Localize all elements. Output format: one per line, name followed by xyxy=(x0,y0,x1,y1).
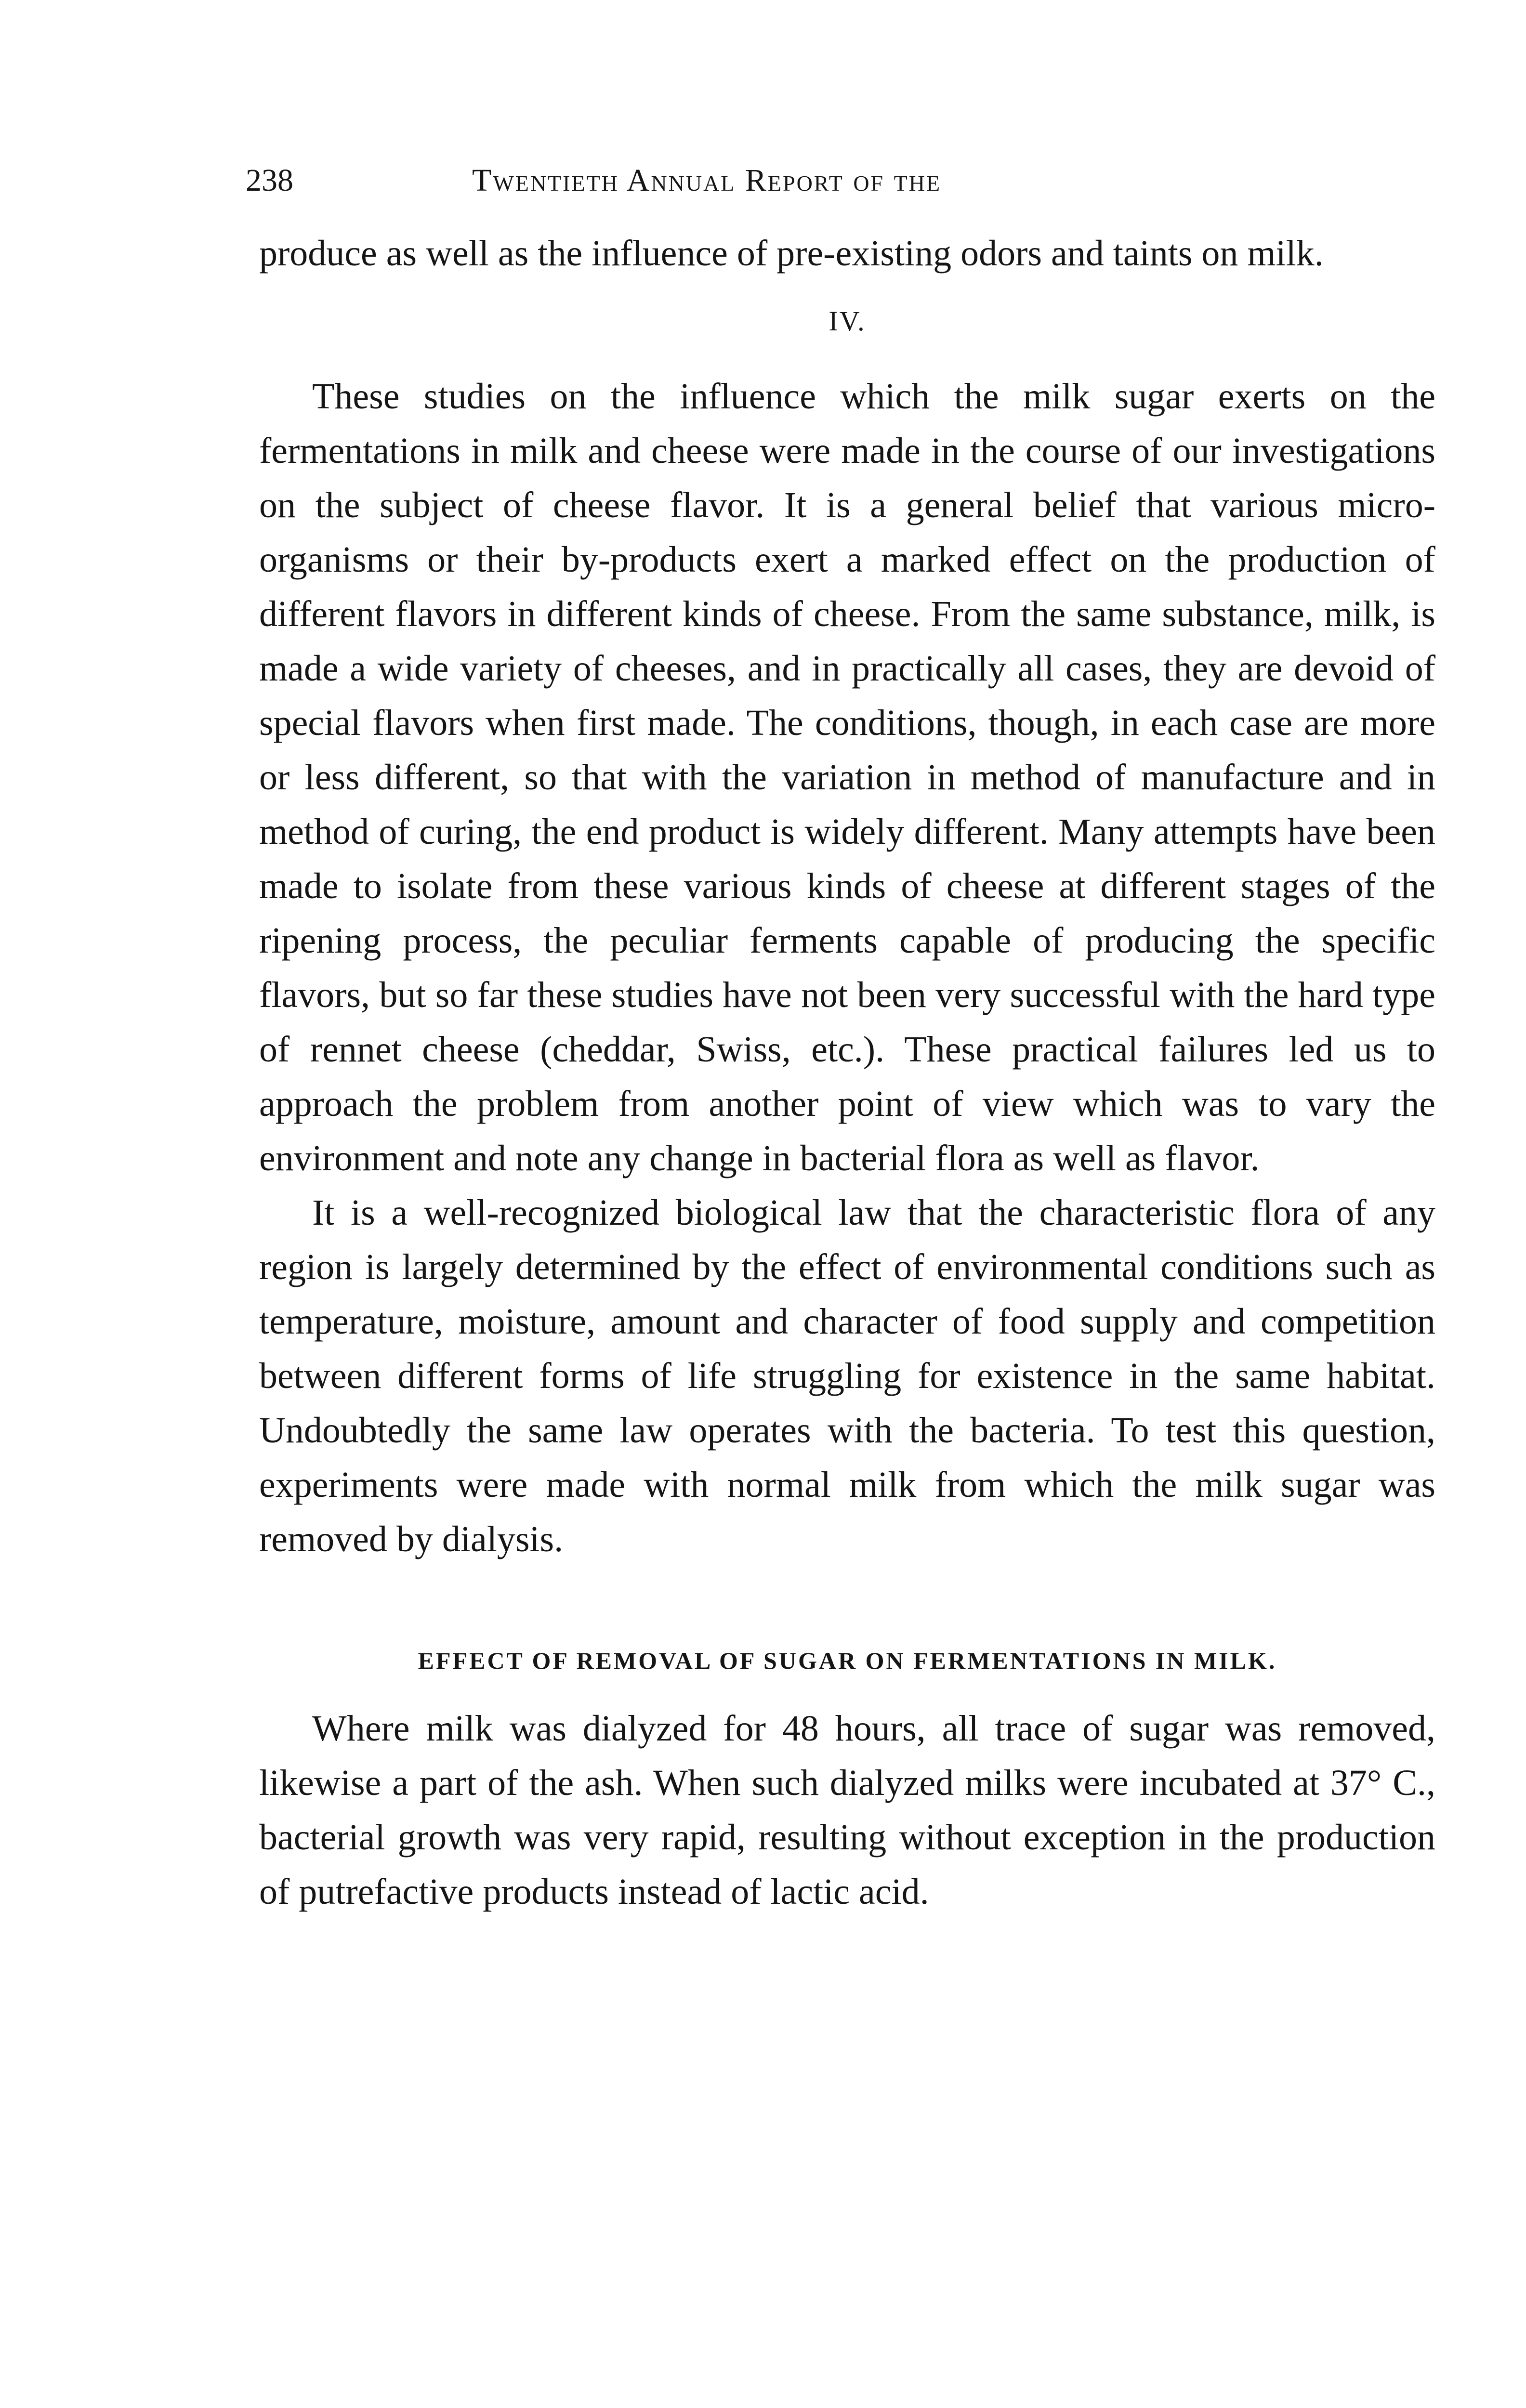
report-body xyxy=(259,226,1435,1919)
continued-paragraph: produce as well as the influence of pre-existing odors and taints on milk. xyxy=(259,233,1324,274)
section-subheading: EFFECT OF REMOVAL OF SUGAR ON FERMENTATIONS IN MILK. xyxy=(418,1647,1277,1674)
page-header xyxy=(246,159,1431,202)
paragraph-biological-law: It is a well-recognized biological law that the characteristic flora of any region is largely determined by the effect of environmental conditions such as temperature, moisture, amount and character of food supply and competition between different forms of life struggling for existence in the same habitat. Undoubtedly the same law operates with the bacteria. To test this question, experiments were made with normal milk from which the milk sugar was removed by dialysis. xyxy=(259,1192,1435,1559)
running-title: Twentieth Annual Report of the xyxy=(472,163,942,198)
page-number: 238 xyxy=(246,163,293,198)
paragraph-dialyzed-milk: Where milk was dialyzed for 48 hours, all trace of sugar was removed, likewise a part of the ash. When such dialyzed milks were incubated at 37° C., bacterial growth was very rapid, resulting without exception in the production of putrefactive products instead of lactic acid. xyxy=(259,1708,1435,1912)
section-marker: IV. xyxy=(829,305,866,337)
paragraph-cheese-flavor: These studies on the influence which the milk sugar exerts on the fermentations in milk and cheese were made in the course of our investigations on the subject of cheese flavor. It is a general belief that various micro-organisms or their by-products exert a marked effect on the production of different flavors in different kinds of cheese. From the same substance, milk, is made a wide variety of cheeses, and in practically all cases, they are devoid of special flavors when first made. The conditions, though, in each case are more or less different, so that with the variation in method of manufacture and in method of curing, the end product is widely different. Many attempts have been made to isolate from these various kinds of cheese at different stages of the ripening process, the peculiar ferments capable of producing the specific flavors, but so far these studies have not been very successful with the hard type of rennet cheese (cheddar, Swiss, etc.). These practical failures led us to approach the problem from another point of view which was to vary the environment and note any change in bacterial flora as well as flavor. xyxy=(259,376,1435,1178)
